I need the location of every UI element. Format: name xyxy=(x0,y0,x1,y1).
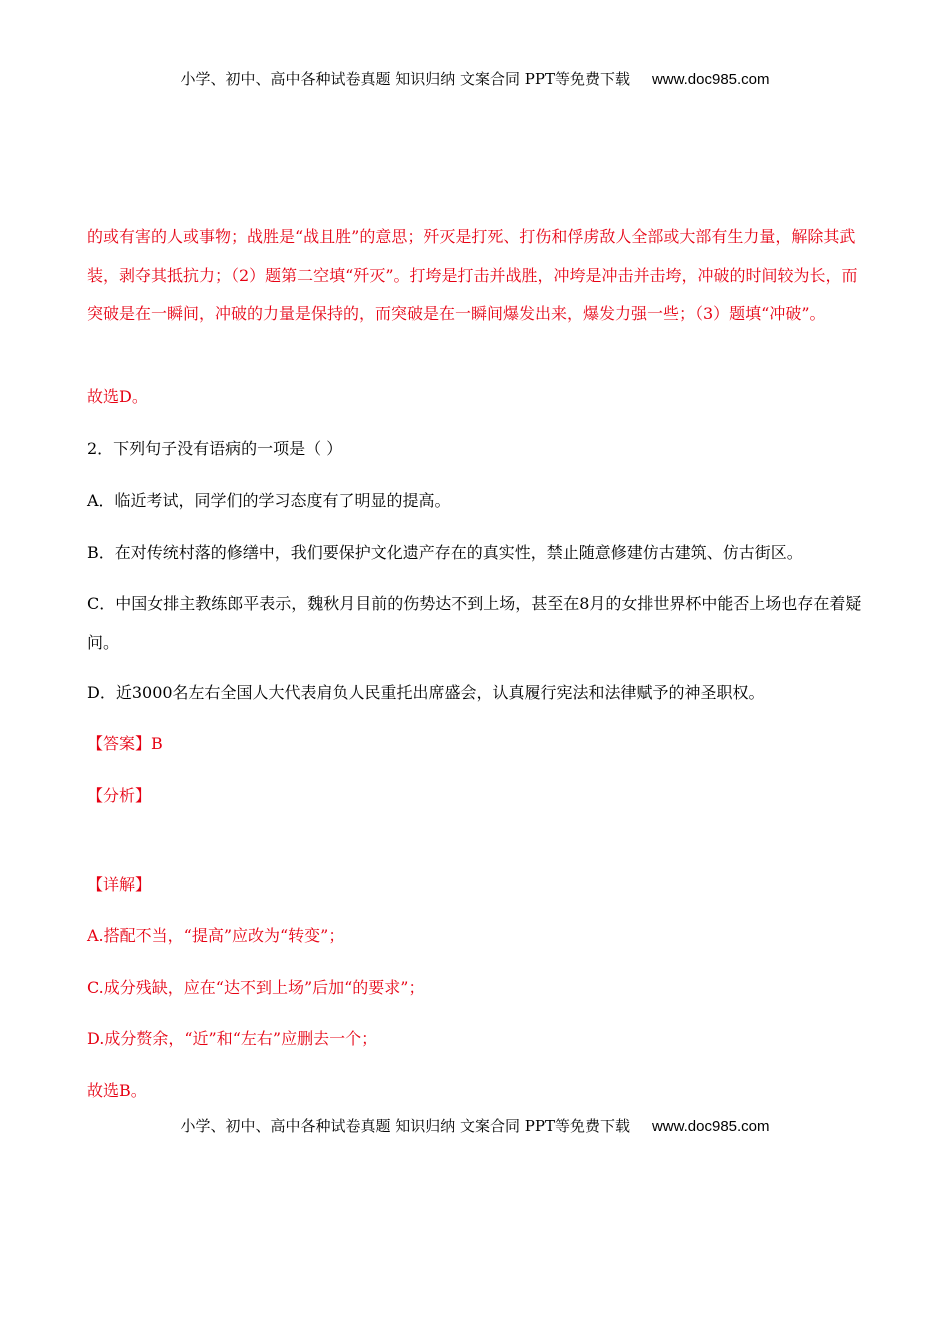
q2-option-d: D．近3000名左右全国人大代表肩负人民重托出席盛会，认真履行宪法和法律赋予的神圣职权。 xyxy=(87,683,765,702)
q2-option-a: A．临近考试，同学们的学习态度有了明显的提高。 xyxy=(87,491,451,510)
q2-option-c: C．中国女排主教练郎平表示，魏秋月目前的伤势达不到上场，甚至在8月的女排世界杯中能否上场也存在着疑问。 xyxy=(87,594,862,652)
q1-conclusion: 故选D。 xyxy=(87,387,148,406)
page-header xyxy=(0,68,950,89)
q2-conclusion: 故选B。 xyxy=(87,1081,147,1100)
footer-url[interactable]: www.doc985.com xyxy=(651,1118,770,1135)
q2-answer: 【答案】B xyxy=(87,734,163,753)
header-url[interactable]: www.doc985.com xyxy=(651,71,770,88)
footer-text: 小学、初中、高中各种试卷真题 知识归纳 文案合同 PPT等免费下载 xyxy=(180,1117,630,1135)
q1-analysis-text: 的或有害的人或事物；战胜是“战且胜”的意思；歼灭是打死、打伤和俘虏敌人全部或大部有生力量，解除其武装，剥夺其抵抗力；（2）题第二空填“歼灭”。打垮是打击并战胜，冲垮是冲击并击垮，冲破的时间较为长，而突破是在一瞬间，冲破的力量是保持的，而突破是在一瞬间爆发出来，爆发力强一些；（3）题填“冲破”。 xyxy=(87,227,858,323)
q2-detail-label: 【详解】 xyxy=(87,875,152,894)
page-footer xyxy=(0,1115,950,1136)
q2-stem: 2．下列句子没有语病的一项是（ ） xyxy=(87,439,343,458)
q2-analysis-label: 【分析】 xyxy=(87,786,152,805)
q2-detail-a: A.搭配不当，“提高”应改为“转变”； xyxy=(87,926,345,945)
q2-option-b: B．在对传统村落的修缮中，我们要保护文化遗产存在的真实性，禁止随意修建仿古建筑、仿古街区。 xyxy=(87,543,803,562)
q2-detail-d: D.成分赘余，“近”和“左右”应删去一个； xyxy=(87,1029,378,1048)
header-text: 小学、初中、高中各种试卷真题 知识归纳 文案合同 PPT等免费下载 xyxy=(180,70,630,88)
q2-detail-c: C.成分残缺，应在“达不到上场”后加“的要求”； xyxy=(87,978,425,997)
